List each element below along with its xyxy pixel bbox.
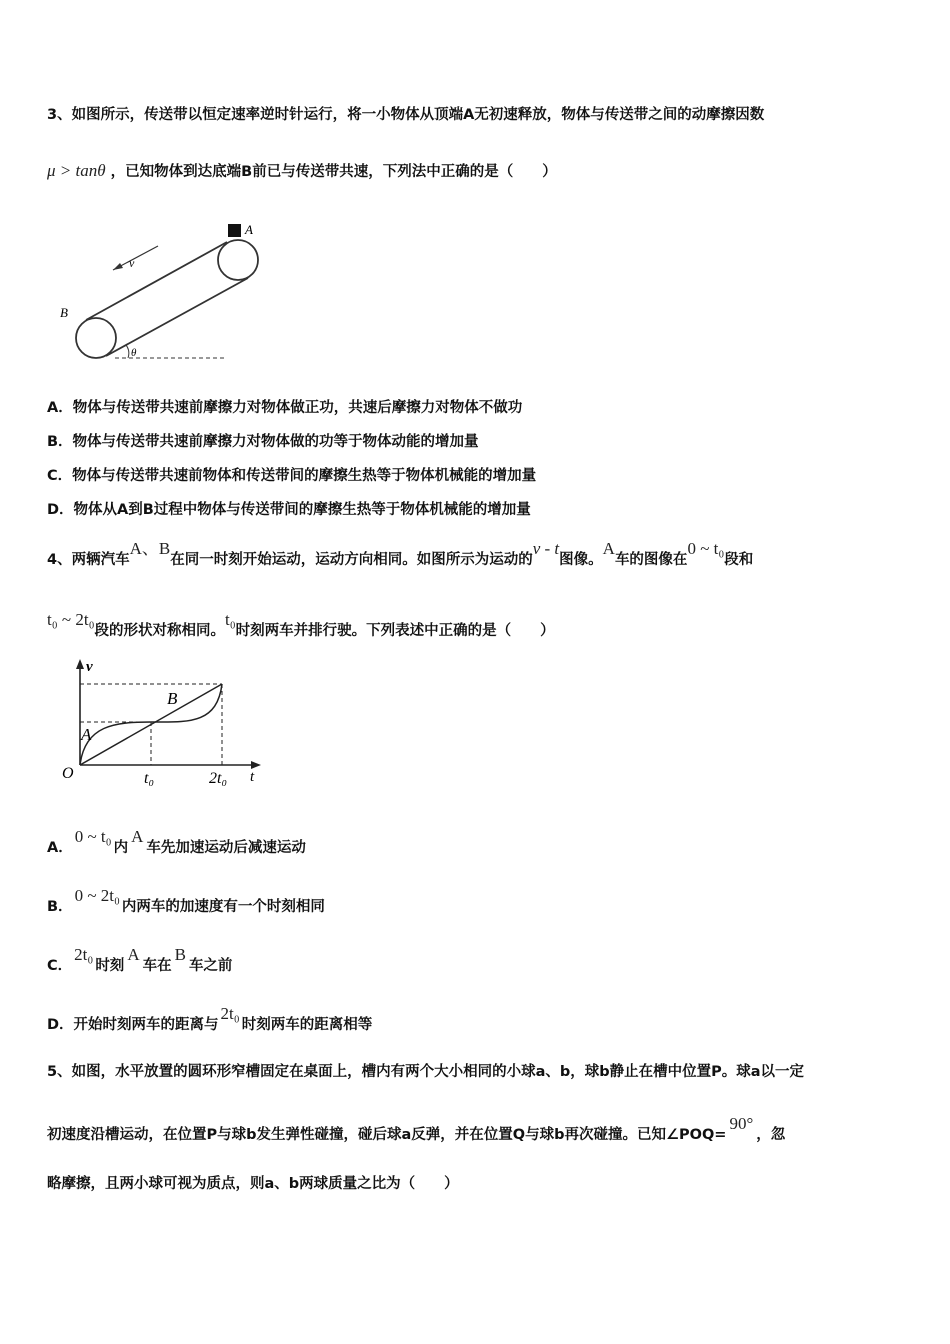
- q4-math-range: 0 ~ t₀: [687, 539, 725, 558]
- q3-conveyor-figure: [55, 218, 270, 366]
- q4-option-c-text-1: 时刻: [95, 958, 125, 974]
- q4-stem-text-4: 车的图像在: [614, 552, 688, 568]
- q4-label-b: B: [167, 689, 178, 708]
- q4-option-b-letter: B．: [47, 899, 73, 915]
- block-a: [228, 224, 241, 237]
- q4-option-c-math-1: 2t₀: [74, 945, 94, 964]
- q5-stem-line1: 5、如图，水平放置的圆环形窄槽固定在桌面上，槽内有两个大小相同的小球a、b，球b静止在槽中位置P。球a以一定: [47, 1064, 805, 1080]
- q4-math-t0: t₀: [225, 610, 236, 629]
- q3-label-a: A: [245, 222, 253, 237]
- q3-formula: μ > tanθ: [47, 161, 106, 180]
- q4-stem-line2: [47, 610, 555, 640]
- q3-option-a: A．物体与传送带共速前摩擦力对物体做正功，共速后摩擦力对物体不做功: [47, 400, 523, 416]
- q4-axis-v-label: v: [86, 659, 93, 675]
- q4-math-ab: A、B: [129, 539, 171, 558]
- q4-math-range2: t₀ ~ 2t₀: [47, 610, 95, 629]
- q4-tick-2t0: 2t₀: [209, 770, 228, 787]
- q4-stem-text-2: 在同一时刻开始运动，运动方向相同。如图所示为运动的: [170, 552, 533, 568]
- q4-stem-text-5: 段和: [724, 552, 754, 568]
- q4-option-d-math: 2t₀: [220, 1004, 240, 1023]
- q4-math-a: A: [602, 539, 615, 558]
- q3-stem-line2: [47, 160, 557, 181]
- conveyor-pulley-top: [218, 240, 258, 280]
- q4-option-c-math-2: A: [127, 945, 140, 964]
- q4-stem-text-3: 图像。: [559, 552, 603, 568]
- q4-option-c-text-2: 车在: [142, 958, 172, 974]
- q4-tick-t0: t₀: [144, 770, 155, 787]
- q4-origin-label: O: [62, 765, 74, 782]
- theta-arc: [126, 345, 129, 358]
- q3-option-c: C．物体与传送带共速前物体和传送带间的摩擦生热等于物体机械能的增加量: [47, 468, 537, 484]
- q5-stem-line3: 略摩擦，且两小球可视为质点，则a、b两球质量之比为（ ）: [47, 1176, 459, 1192]
- t-axis-arrow: [251, 761, 261, 769]
- q3-label-theta: θ: [131, 347, 137, 359]
- q4-axis-t-label: t: [250, 769, 255, 785]
- q4-stem-text-7: 时刻两车并排行驶。下列表述中正确的是（ ）: [235, 623, 555, 639]
- q4-math-vt: v - t: [532, 539, 560, 558]
- q4-stem-text-1: 4、两辆汽车: [47, 552, 130, 568]
- q4-option-c-math-3: B: [174, 945, 186, 964]
- q4-option-d-text-2: 时刻两车的距离相等: [241, 1017, 373, 1033]
- q4-label-a: A: [81, 725, 92, 744]
- q4-option-a-letter: A．: [47, 840, 73, 856]
- q4-option-b: [47, 886, 325, 916]
- q3-option-d: D．物体从A到B过程中物体与传送带间的摩擦生热等于物体机械能的增加量: [47, 502, 531, 518]
- q5-stem-text-2: ，忽: [756, 1127, 786, 1143]
- q3-label-v: v: [129, 256, 135, 270]
- q4-option-d-text-1: D．开始时刻两车的距离与: [47, 1017, 219, 1033]
- q3-stem-line2-text: ，已知物体到达底端B前已与传送带共速，下列法中正确的是（ ）: [110, 164, 557, 180]
- q4-option-c: [47, 945, 233, 975]
- q4-option-b-text: 内两车的加速度有一个时刻相同: [121, 899, 325, 915]
- q3-label-b: B: [60, 305, 68, 320]
- q4-option-a-text-2: 车先加速运动后减速运动: [146, 840, 306, 856]
- q3-option-b: B．物体与传送带共速前摩擦力对物体做的功等于物体动能的增加量: [47, 434, 479, 450]
- q4-option-a-math-1: 0 ~ t₀: [74, 827, 112, 846]
- q4-option-a: [47, 827, 306, 857]
- q4-option-c-letter: C．: [47, 958, 73, 974]
- q4-vt-graph: [55, 655, 270, 790]
- q5-math-angle: 90°: [729, 1114, 754, 1133]
- q3-stem-line1: 3、如图所示，传送带以恒定速率逆时针运行，将一小物体从顶端A无初速释放，物体与传送带之间的动摩擦因数: [47, 107, 765, 123]
- velocity-arrowhead: [113, 263, 123, 270]
- conveyor-belt-upper: [86, 242, 227, 320]
- q4-option-a-math-2: A: [131, 827, 144, 846]
- v-axis-arrow: [76, 659, 84, 669]
- conveyor-pulley-bottom: [76, 318, 116, 358]
- q4-option-d: [47, 1004, 373, 1034]
- q5-stem-text-1: 初速度沿槽运动，在位置P与球b发生弹性碰撞，碰后球a反弹，并在位置Q与球b再次碰撞。已知∠POQ=: [47, 1127, 727, 1143]
- q5-stem-line2: [47, 1114, 786, 1144]
- q4-option-b-math: 0 ~ 2t₀: [74, 886, 120, 905]
- q4-stem-text-6: 段的形状对称相同。: [94, 623, 225, 639]
- q4-option-c-text-3: 车之前: [188, 958, 233, 974]
- q4-stem-line1: [47, 539, 754, 569]
- q4-option-a-text-1: 内: [113, 840, 129, 856]
- conveyor-belt-lower: [106, 278, 248, 356]
